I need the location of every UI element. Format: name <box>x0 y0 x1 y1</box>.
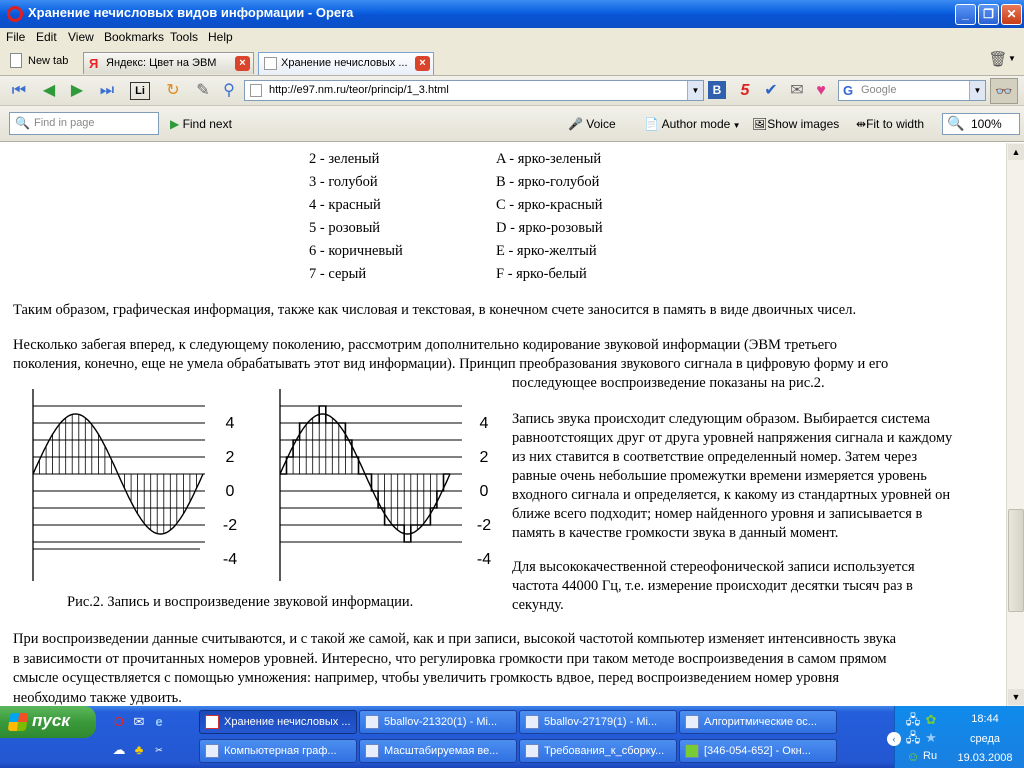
menu-help[interactable]: Help <box>208 30 233 44</box>
start-label: пуск <box>32 711 70 730</box>
level-label: 4 <box>225 415 235 432</box>
address-dropdown-icon[interactable]: ▼ <box>687 81 703 100</box>
dropdown-icon: ▼ <box>730 121 741 130</box>
text-line: память в качестве громкости звука в данный момент. <box>512 525 839 541</box>
word-icon <box>365 744 379 758</box>
start-button[interactable] <box>0 706 96 738</box>
yandex-icon: Я <box>89 56 99 71</box>
text-line: секунду. <box>512 597 564 613</box>
text-line: из них ставится в соответствие определенный номер. Затем через <box>512 449 918 465</box>
search-icon: 🔍 <box>15 116 30 130</box>
paragraph-graphics: Таким образом, графическая информация, также как числовая и текстовая, в конечном счете заносится в память в виде двоичных чисел. <box>13 302 857 318</box>
tab-yandex-label: Яндекс: Цвет на ЭВМ <box>106 57 217 69</box>
text-line: При воспроизведении данные считываются, и с такой же самой, как и при записи, высокой частотой компьютер изменяет интенсивность звука <box>13 631 897 647</box>
taskbar-item-label: Масштабируемая ве... <box>384 745 499 757</box>
sound-figure <box>0 381 500 591</box>
tab-bar <box>0 46 1024 76</box>
trash-dropdown-icon[interactable]: ▼ <box>1008 54 1016 63</box>
windows-flag-icon <box>8 713 29 731</box>
maximize-button[interactable]: ❐ <box>978 4 999 25</box>
zoom-value: 100% <box>971 117 1002 131</box>
opera-icon <box>205 715 219 729</box>
wand-icon[interactable]: ⚲ <box>223 82 235 99</box>
icq-tray-icon[interactable]: ✿ <box>925 712 937 727</box>
pen-icon[interactable]: ✎ <box>196 82 210 99</box>
taskbar-item-label: Хранение нечисловых ... <box>224 716 351 728</box>
cut-quicklaunch-icon[interactable]: ✂ <box>155 745 163 755</box>
find-next-label: Find next <box>182 117 232 131</box>
address-url: http://e97.nm.ru/teor/princip/1_3.html <box>269 84 449 96</box>
scroll-up-icon[interactable]: ▲ <box>1008 144 1024 160</box>
new-tab-label: New tab <box>28 55 69 67</box>
taskbar-item-icq[interactable] <box>679 739 837 763</box>
text-line: Запись звука происходит следующим образом. Выбирается система <box>512 411 931 427</box>
paragraph-playback <box>13 630 896 706</box>
taskbar-item-graphics[interactable] <box>199 739 357 763</box>
text-line: равные очень небольшие промежутки времени измеряется уровень <box>512 468 927 484</box>
image-icon: 🖼 <box>752 117 768 131</box>
address-bar[interactable] <box>244 80 704 101</box>
menu-file[interactable]: File <box>6 30 26 44</box>
author-mode-label: Author mode <box>661 117 731 131</box>
paragraph-sound-line2: поколения, конечно, еще не умела обрабатывать этот вид информации). Принцип преобразования звукового сигнала в цифровую форму и его <box>13 356 889 372</box>
play-icon: ▶ <box>170 117 183 131</box>
list-item: A - ярко-зеленый <box>496 151 602 167</box>
list-item: 2 - зеленый <box>309 151 380 167</box>
new-tab-button[interactable] <box>6 50 76 72</box>
author-mode-button[interactable] <box>644 117 740 131</box>
list-item: C - ярко-красный <box>496 197 603 213</box>
find-placeholder: Find in page <box>34 117 95 129</box>
list-item: B - ярко-голубой <box>496 174 600 190</box>
tab-close-icon[interactable]: × <box>235 56 250 71</box>
text-line: в зависимости от прочитанных номеров уровней. Интересно, что регулировка громкости при таком методе воспроизведения в самом прямом <box>13 650 887 667</box>
menu-tools[interactable]: Tools <box>170 30 199 44</box>
zoom-select[interactable] <box>942 113 1020 135</box>
text-line: ближе всего подходит; номер найденного уровня и записывается в <box>512 506 923 522</box>
list-item: D - ярко-розовый <box>496 220 603 236</box>
network-icon[interactable]: 🖧 <box>905 730 921 745</box>
color-list-left <box>309 148 403 286</box>
smiley-icon[interactable]: ☺ <box>906 749 920 764</box>
page-icon <box>250 84 262 97</box>
fit-to-width-label: Fit to width <box>866 117 925 131</box>
fit-icon: ⇹ <box>856 117 867 131</box>
page-content <box>0 143 1006 706</box>
tab-yandex[interactable] <box>83 52 254 74</box>
voice-button[interactable] <box>568 117 616 131</box>
opera-quicklaunch-icon[interactable]: O <box>113 714 125 729</box>
taskbar-item-word2[interactable] <box>519 710 677 734</box>
ie-quicklaunch-icon[interactable]: e <box>155 714 163 729</box>
language-indicator[interactable]: Ru <box>923 750 938 762</box>
word-icon <box>365 715 379 729</box>
word-icon <box>525 744 539 758</box>
scroll-down-icon[interactable]: ▼ <box>1008 689 1024 705</box>
menu-bookmarks[interactable]: Bookmarks <box>104 30 165 44</box>
fit-to-width-button[interactable] <box>856 117 924 131</box>
level-label: -4 <box>476 551 492 568</box>
taskbar-item-label: 5ballov-21320(1) - Mi... <box>384 716 498 728</box>
taskbar-item-label: 5ballov-27179(1) - Mi... <box>544 716 658 728</box>
text-line: необходимо также удвоить. <box>13 689 182 706</box>
taskbar-item-requirements[interactable] <box>519 739 677 763</box>
fast-forward-icon[interactable]: ⏭ <box>99 82 115 99</box>
window-title: Хранение нечисловых видов информации - Opera <box>28 5 354 20</box>
taskbar-item-label: Алгоритмические ос... <box>704 716 817 728</box>
level-label: -2 <box>476 517 492 534</box>
list-item: E - ярко-желтый <box>496 243 597 259</box>
app-quicklaunch-icon[interactable]: ♣ <box>134 742 144 757</box>
menu-view[interactable]: View <box>68 30 94 44</box>
voice-icon: 🎤 <box>568 117 587 131</box>
back-icon[interactable]: ◀ <box>42 82 56 99</box>
clock-date: 19.03.2008 <box>957 752 1013 764</box>
tab-active[interactable] <box>258 52 434 75</box>
taskbar-item-vector[interactable] <box>359 739 517 763</box>
rewind-icon[interactable]: ⏮ <box>11 82 27 99</box>
find-next-button[interactable] <box>170 117 232 131</box>
level-label: 2 <box>479 449 489 466</box>
list-item: 5 - розовый <box>309 220 381 236</box>
paragraph-stereo <box>512 558 915 615</box>
bookmark-check-icon[interactable]: ✔ <box>764 82 778 99</box>
cloud-quicklaunch-icon[interactable]: ☁ <box>112 742 126 757</box>
heart-icon[interactable]: ♥ <box>816 82 826 99</box>
google-icon: G <box>843 83 854 98</box>
search-box[interactable] <box>838 80 986 101</box>
list-item: 6 - коричневый <box>309 243 403 259</box>
opera-logo-icon <box>7 6 23 22</box>
tab-active-label: Хранение нечисловых ... <box>281 57 408 69</box>
level-label: 4 <box>479 415 489 432</box>
clock-day: среда <box>969 733 1001 745</box>
star-icon[interactable]: ★ <box>925 730 937 745</box>
taskbar-item-label: Требования_к_сборку... <box>544 745 665 757</box>
word-icon <box>205 744 219 758</box>
scroll-thumb[interactable] <box>1008 509 1024 612</box>
system-tray <box>894 706 1024 768</box>
five-icon[interactable]: 5 <box>740 82 750 99</box>
list-item: 7 - серый <box>309 266 367 282</box>
new-tab-icon <box>10 53 22 68</box>
minimize-button[interactable]: _ <box>955 4 976 25</box>
forward-icon[interactable]: ▶ <box>70 82 84 99</box>
title-bar <box>0 0 1024 28</box>
mail-quicklaunch-icon[interactable]: ✉ <box>133 714 145 729</box>
close-button[interactable]: ✕ <box>1001 4 1022 25</box>
level-label: -4 <box>222 551 238 568</box>
glasses-icon[interactable]: 👓 <box>990 78 1018 104</box>
taskbar-item-opera[interactable] <box>199 710 357 734</box>
page-icon <box>264 57 277 70</box>
level-label: -2 <box>222 517 238 534</box>
taskbar-item-word1[interactable] <box>359 710 517 734</box>
clock-time[interactable]: 18:44 <box>971 713 999 725</box>
list-item: 3 - голубой <box>309 174 378 190</box>
list-item: F - ярко-белый <box>496 266 587 282</box>
text-line: смысле осуществляется с помощью умножения: например, чтобы увеличить громкость вдвое, перед воспроизведением номер уровня <box>13 670 840 686</box>
zoom-icon: 🔍 <box>947 115 965 131</box>
taskbar-item-algorithmic[interactable] <box>679 710 837 734</box>
taskbar-item-label: [346-054-652] - Окн... <box>704 745 811 757</box>
level-label: 2 <box>225 449 235 466</box>
show-images-label: Show images <box>767 117 840 131</box>
list-item: 4 - красный <box>309 197 381 213</box>
paragraph-recording <box>512 410 952 543</box>
icq-icon <box>685 744 699 758</box>
text-line: Для высококачественной стереофонической записи используется <box>512 559 915 575</box>
mail-icon[interactable]: ✉ <box>790 82 804 99</box>
tab-close-icon[interactable]: × <box>415 56 430 71</box>
document-icon <box>685 715 699 729</box>
word-icon <box>525 715 539 729</box>
text-line: входного сигнала и определяется, к какому из стандартных уровней он <box>512 487 951 503</box>
network-icon[interactable]: 🖧 <box>905 712 921 727</box>
vertical-scrollbar[interactable] <box>1006 143 1024 706</box>
color-list-right <box>496 148 603 286</box>
figure-caption: Рис.2. Запись и воспроизведение звуковой информации. <box>67 594 414 610</box>
paragraph-sound-line1: Несколько забегая вперед, к следующему поколению, рассмотрим дополнительно кодирование звуковой информации (ЭВМ третьего <box>13 337 837 353</box>
search-placeholder: Google <box>861 84 897 96</box>
show-images-button[interactable] <box>752 117 839 131</box>
text-line: равноотстоящих друг от друга уровней напряжения сигнала и каждому <box>512 430 953 446</box>
taskbar-item-label: Компьютерная граф... <box>224 745 337 757</box>
tray-expand-icon[interactable]: ‹ <box>887 732 901 746</box>
author-mode-icon: 📄 <box>644 117 662 131</box>
reload-icon[interactable]: ↻ <box>166 82 180 99</box>
li-counter-icon[interactable]: Li <box>130 82 150 100</box>
menu-bar <box>0 28 1024 46</box>
search-dropdown-icon[interactable]: ▼ <box>969 81 985 100</box>
paragraph-sound-line3: последующее воспроизведение показаны на рис.2. <box>512 375 825 391</box>
trash-icon[interactable]: 🗑 <box>988 51 1008 68</box>
level-label: 0 <box>479 483 489 500</box>
menu-edit[interactable]: Edit <box>36 30 57 44</box>
level-label: 0 <box>225 483 235 500</box>
find-input[interactable] <box>9 112 159 135</box>
vk-icon[interactable]: B <box>708 81 726 99</box>
text-line: частота 44000 Гц, т.е. измерение происходит десятки тысяч раз в <box>512 578 913 594</box>
voice-label: Voice <box>586 117 616 131</box>
